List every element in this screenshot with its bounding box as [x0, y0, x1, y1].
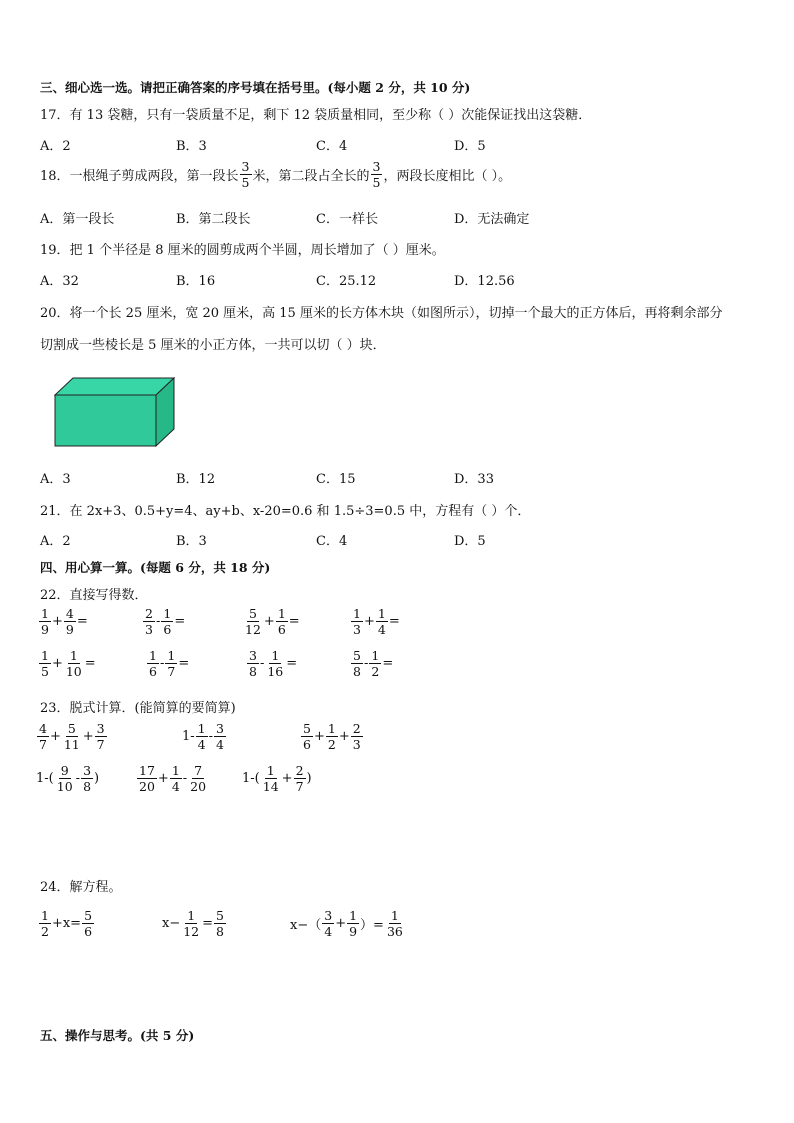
q23-expr-5: $\frac{17}{20}$ + $\frac{1}{4}$ - $\frac{7}{20}$ — [139, 763, 207, 795]
q18-text-pre: 18．一根绳子剪成两段，第一段长 — [40, 169, 239, 185]
fraction: $\frac{5}{6}$ — [84, 908, 93, 940]
q24-equation-2: x− $\frac{1}{12}$ = $\frac{5}{8}$ — [162, 908, 224, 940]
q22-expr-4: $\frac{1}{3}$ + $\frac{1}{4}$ = — [353, 606, 400, 638]
cuboid-front-face — [55, 395, 156, 446]
q23-expr-2: 1- $\frac{1}{4}$ - $\frac{3}{4}$ — [182, 721, 224, 753]
q19-option-c: C．25.12 — [316, 274, 377, 289]
fraction: $\frac{3}{8}$ — [249, 648, 257, 680]
question-20-line-2: 切割成一些棱长是 5 厘米的小正方体，一共可以切（ ）块． — [40, 338, 386, 353]
fraction: $\frac{5}{8}$ — [216, 908, 224, 940]
fraction: $\frac{1}{2}$ — [41, 908, 49, 940]
q18-option-a: A．第一段长 — [40, 212, 115, 227]
fraction: $\frac{4}{7}$ — [39, 721, 47, 753]
q17-option-c: C．4 — [316, 139, 348, 154]
fraction: $\frac{1}{7}$ — [167, 648, 176, 680]
fraction: $\frac{1}{36}$ — [386, 908, 403, 940]
q21-option-c: C．4 — [316, 534, 348, 549]
q18-option-d: D．无法确定 — [454, 212, 530, 227]
fraction: $\frac{1}{2}$ — [327, 721, 336, 753]
fraction: $\frac{1}{12}$ — [183, 908, 200, 940]
fraction: $\frac{5}{8}$ — [353, 648, 361, 680]
q23-expr-3: $\frac{5}{6}$ + $\frac{1}{2}$ + $\frac{2}{3}$ — [303, 721, 361, 753]
q19-option-a: A．32 — [40, 274, 79, 289]
fraction: $\frac{1}{4}$ — [197, 721, 206, 753]
fraction: $\frac{2}{7}$ — [295, 763, 304, 795]
q22-expr-1: $\frac{1}{9}$ + $\frac{4}{9}$ = — [41, 606, 88, 638]
q20-option-b: B．12 — [176, 472, 216, 487]
q18-fraction-1: $\frac{3}{5}$ — [241, 159, 250, 191]
fraction: $\frac{3}{7}$ — [96, 721, 105, 753]
q18-option-b: B．第二段长 — [176, 212, 251, 227]
fraction: $\frac{1}{6}$ — [163, 606, 172, 638]
fraction: $\frac{1}{14}$ — [262, 763, 279, 795]
fraction: $\frac{1}{6}$ — [277, 606, 286, 638]
q19-option-b: B．16 — [176, 274, 216, 289]
fraction: $\frac{1}{16}$ — [267, 648, 284, 680]
question-21: 21．在 2x+3、0.5+y=4、ay+b、x-20=0.6 和 1.5÷3=0.5 中，方程有（ ）个． — [40, 504, 531, 519]
q24-equation-1: $\frac{1}{2}$ +x= $\frac{5}{6}$ — [41, 908, 93, 940]
q24-equation-3: x−（ $\frac{3}{4}$ + $\frac{1}{9}$ ）= $\frac{1}{36}$ — [290, 908, 403, 940]
section-5-title: 五、操作与思考。(共 5 分) — [40, 1028, 195, 1043]
fraction: $\frac{3}{8}$ — [83, 763, 92, 795]
q22-expr-7: $\frac{3}{8}$ - $\frac{1}{16}$ = — [249, 648, 298, 680]
q22-expr-2: $\frac{2}{3}$ - $\frac{1}{6}$ = — [145, 606, 186, 638]
fraction: $\frac{5}{12}$ — [245, 606, 261, 638]
question-22-title: 22．直接写得数． — [40, 588, 148, 603]
q20-option-c: C．15 — [316, 472, 356, 487]
q22-expr-3: $\frac{5}{12}$ + $\frac{1}{6}$ = — [245, 606, 300, 638]
fraction: $\frac{1}{3}$ — [353, 606, 361, 638]
cuboid-figure — [52, 375, 178, 449]
q20-option-d: D．33 — [454, 472, 494, 487]
q22-expr-6: $\frac{1}{6}$ - $\frac{1}{7}$ = — [149, 648, 190, 680]
fraction: $\frac{3}{4}$ — [216, 721, 224, 753]
q18-text-post: ，两段长度相比（ ）。 — [383, 169, 512, 185]
q22-expr-5: $\frac{1}{5}$ + $\frac{1}{10}$ = — [41, 648, 96, 680]
fraction: $\frac{7}{20}$ — [190, 763, 207, 795]
question-20-line-1: 20．将一个长 25 厘米，宽 20 厘米，高 15 厘米的长方体木块（如图所示），切掉一个最大的正方体后，再将剩余部分 — [40, 306, 723, 321]
fraction: $\frac{1}{4}$ — [171, 763, 180, 795]
fraction: $\frac{5}{11}$ — [63, 721, 80, 753]
q17-option-b: B．3 — [176, 139, 207, 154]
q23-expr-6: 1-( $\frac{1}{14}$ + $\frac{2}{7}$ ) — [242, 763, 312, 795]
cuboid-top-face — [55, 378, 174, 395]
fraction: $\frac{1}{6}$ — [149, 648, 157, 680]
question-18 — [40, 160, 511, 189]
q21-option-a: A．2 — [40, 534, 71, 549]
fraction: $\frac{4}{9}$ — [65, 606, 74, 638]
fraction: $\frac{1}{5}$ — [41, 648, 49, 680]
fraction: $\frac{1}{9}$ — [41, 606, 49, 638]
question-24-title: 24．解方程。 — [40, 880, 122, 895]
q17-option-a: A．2 — [40, 139, 71, 154]
q21-option-d: D．5 — [454, 534, 486, 549]
fraction: $\frac{1}{2}$ — [371, 648, 380, 680]
section-3-title: 三、细心选一选。请把正确答案的序号填在括号里。(每小题 2 分，共 10 分) — [40, 80, 471, 95]
fraction: $\frac{3}{4}$ — [324, 908, 333, 940]
q23-expr-1: $\frac{4}{7}$ + $\frac{5}{11}$ + $\frac{3}{7}$ — [39, 721, 105, 753]
fraction: $\frac{5}{6}$ — [303, 721, 311, 753]
q18-fraction-2: $\frac{3}{5}$ — [372, 159, 381, 191]
fraction: $\frac{1}{4}$ — [377, 606, 386, 638]
question-19: 19．把 1 个半径是 8 厘米的圆剪成两个半圆，周长增加了（ ）厘米。 — [40, 243, 445, 258]
q18-text-mid: 米，第二段占全长的 — [252, 169, 370, 185]
q21-option-b: B．3 — [176, 534, 207, 549]
fraction: $\frac{2}{3}$ — [145, 606, 153, 638]
fraction: $\frac{9}{10}$ — [56, 763, 73, 795]
question-17: 17．有 13 袋糖，只有一袋质量不足，剩下 12 袋质量相同，至少称（ ）次能保证找出这袋糖． — [40, 108, 592, 123]
q23-expr-4: 1-( $\frac{9}{10}$ - $\frac{3}{8}$ ) — [36, 763, 100, 795]
q18-option-c: C．一样长 — [316, 212, 378, 227]
q19-option-d: D．12.56 — [454, 274, 515, 289]
q20-option-a: A．3 — [40, 472, 71, 487]
fraction: $\frac{1}{9}$ — [349, 908, 358, 940]
fraction: $\frac{2}{3}$ — [352, 721, 361, 753]
question-23-title: 23．脱式计算．(能简算的要简算) — [40, 701, 236, 716]
fraction: $\frac{1}{10}$ — [65, 648, 82, 680]
section-4-title: 四、用心算一算。(每题 6 分，共 18 分) — [40, 560, 271, 575]
q17-option-d: D．5 — [454, 139, 486, 154]
fraction: $\frac{17}{20}$ — [139, 763, 155, 795]
q22-expr-8: $\frac{5}{8}$ - $\frac{1}{2}$ = — [353, 648, 394, 680]
